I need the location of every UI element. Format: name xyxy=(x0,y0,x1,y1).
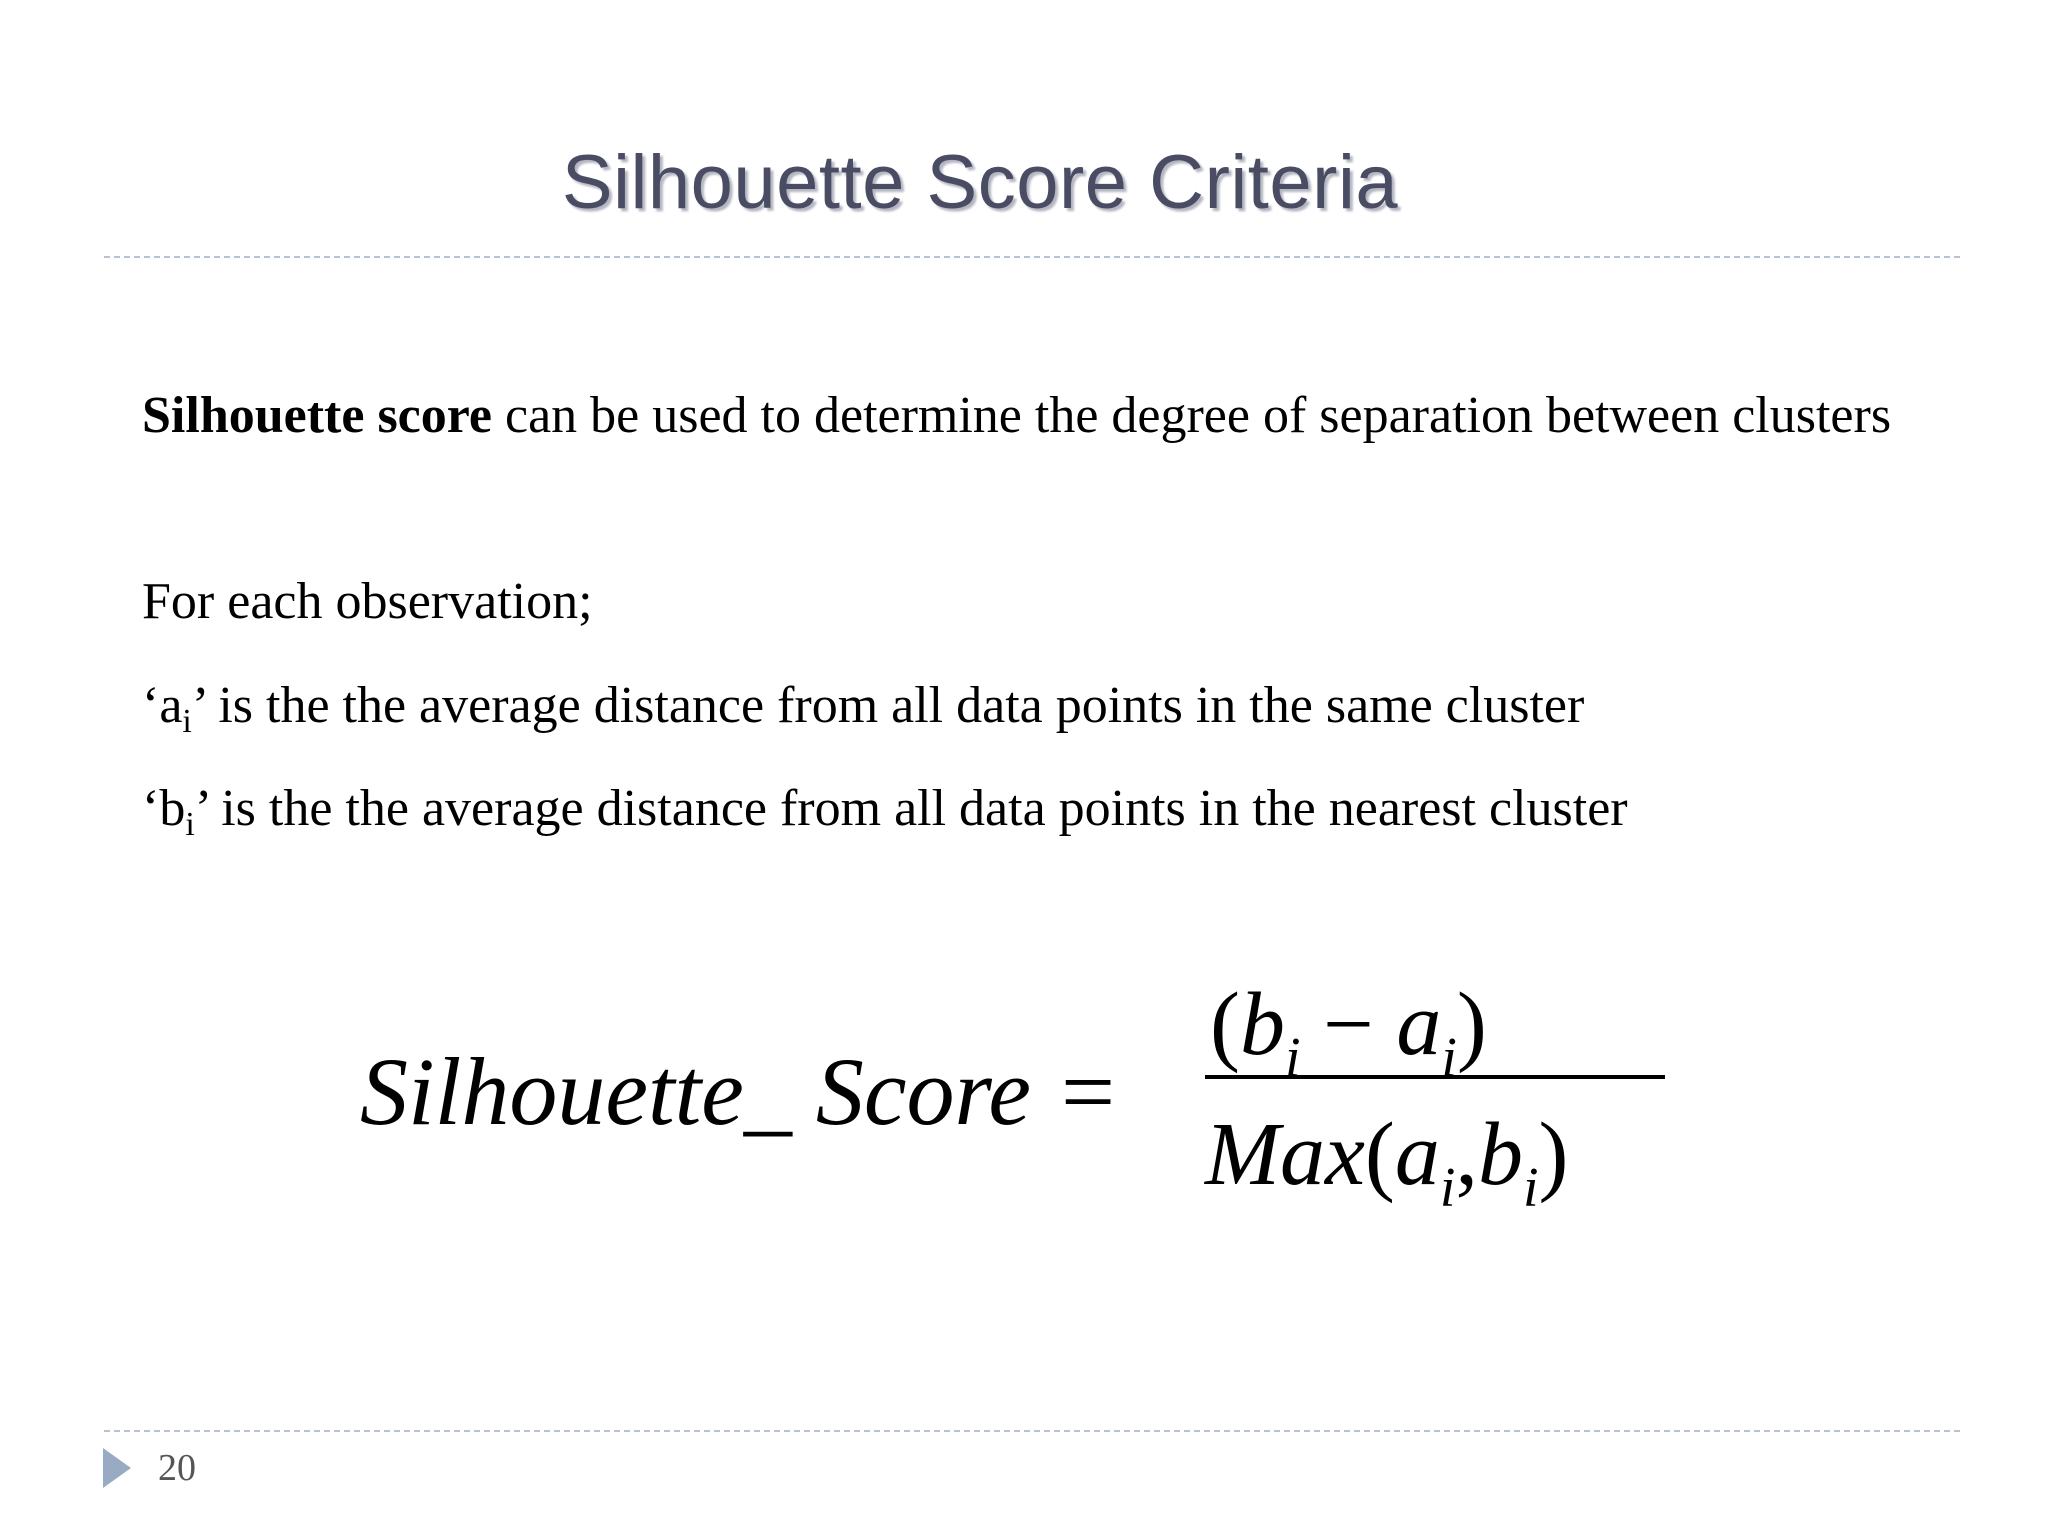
top-divider xyxy=(104,256,1960,258)
num-open-paren: ( xyxy=(1210,975,1240,1074)
den-b: b xyxy=(1477,1105,1523,1204)
page-number: 20 xyxy=(158,1447,196,1489)
definition-a-open: ‘a xyxy=(142,677,183,734)
den-b-subscript: i xyxy=(1522,1157,1539,1219)
formula-denominator xyxy=(1205,1105,1569,1219)
num-close-paren: ) xyxy=(1456,975,1487,1074)
for-each-line: For each observation; xyxy=(142,573,593,630)
num-minus: − xyxy=(1300,975,1397,1074)
triangle-marker-icon xyxy=(103,1448,131,1488)
intro-paragraph xyxy=(142,364,1940,468)
intro-text: can be used to determine the degree of separation between clusters xyxy=(491,387,1892,444)
den-comma: , xyxy=(1455,1105,1478,1204)
den-close-paren: ) xyxy=(1538,1105,1569,1204)
definition-a-text: ’ is the the average distance from all data points in the same cluster xyxy=(191,677,1585,734)
den-a-subscript: i xyxy=(1439,1157,1456,1219)
den-a: a xyxy=(1394,1105,1440,1204)
definition-b-open: ‘b xyxy=(142,780,186,837)
definition-b-text: ’ is the the average distance from all data points in the nearest cluster xyxy=(194,780,1628,837)
bottom-divider xyxy=(104,1430,1960,1432)
slide-title: Silhouette Score Criteria xyxy=(561,140,1399,225)
definition-a xyxy=(142,676,1940,740)
definition-b xyxy=(142,779,1940,843)
num-a-subscript: i xyxy=(1441,1027,1457,1089)
num-b: b xyxy=(1239,975,1285,1074)
num-a: a xyxy=(1396,975,1442,1074)
formula-numerator xyxy=(1210,975,1487,1089)
num-b-subscript: i xyxy=(1284,1027,1301,1089)
silhouette-formula xyxy=(360,975,1680,1235)
intro-bold-term: Silhouette score xyxy=(142,387,492,444)
den-max: Max xyxy=(1205,1105,1365,1204)
formula-lhs: Silhouette_ Score = xyxy=(360,1038,1120,1145)
fraction-bar xyxy=(1205,1075,1665,1079)
den-open-paren: ( xyxy=(1364,1105,1395,1204)
definition-b-subscript: i xyxy=(185,806,195,843)
definition-a-subscript: i xyxy=(182,703,192,740)
